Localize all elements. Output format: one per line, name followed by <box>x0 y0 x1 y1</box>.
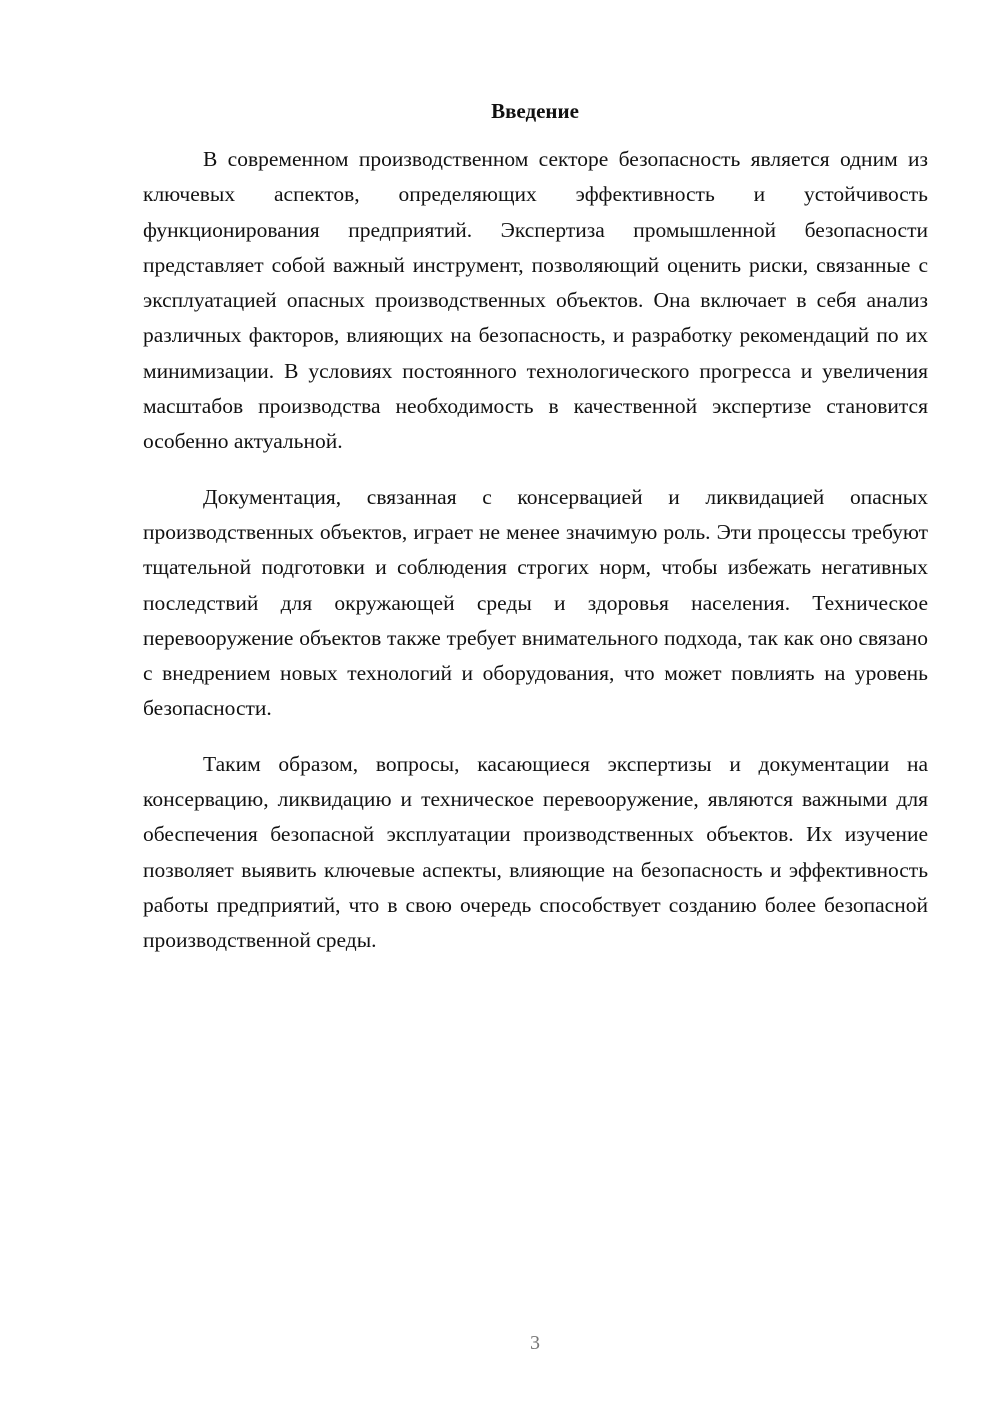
paragraph-3: Таким образом, вопросы, касающиеся экспертизы и документации на консервацию, ликвидацию и техническое перевооружение, являются важными для обеспечения безопасной эксплуатации производственных объектов. Их изучение позволяет выявить ключевые аспекты, влияющие на безопасность и эффективность работы предприятий, что в свою очередь способствует созданию более безопасной производственной среды. <box>143 751 928 953</box>
page-number: 3 <box>530 1332 540 1354</box>
body-text <box>143 142 928 979</box>
section-heading: Введение <box>491 99 579 123</box>
paragraph-1: В современном производственном секторе безопасность является одним из ключевых аспектов, определяющих эффективность и устойчивость функционирования предприятий. Экспертиза промышленной безопасности представляет собой важный инструмент, позволяющий оценить риски, связанные с эксплуатацией опасных производственных объектов. Она включает в себя анализ различных факторов, влияющих на безопасность, и разработку рекомендаций по их минимизации. В условиях постоянного технологического прогресса и увеличения масштабов производства необходимость в качественной экспертизе становится особенно актуальной. <box>143 147 928 454</box>
paragraph-2: Документация, связанная с консервацией и ликвидацией опасных производственных объектов, играет не менее значимую роль. Эти процессы требуют тщательной подготовки и соблюдения строгих норм, чтобы избежать негативных последствий для окружающей среды и здоровья населения. Техническое перевооружение объектов также требует внимательного подхода, так как оно связано с внедрением новых технологий и оборудования, что может повлиять на уровень безопасности. <box>143 484 928 721</box>
